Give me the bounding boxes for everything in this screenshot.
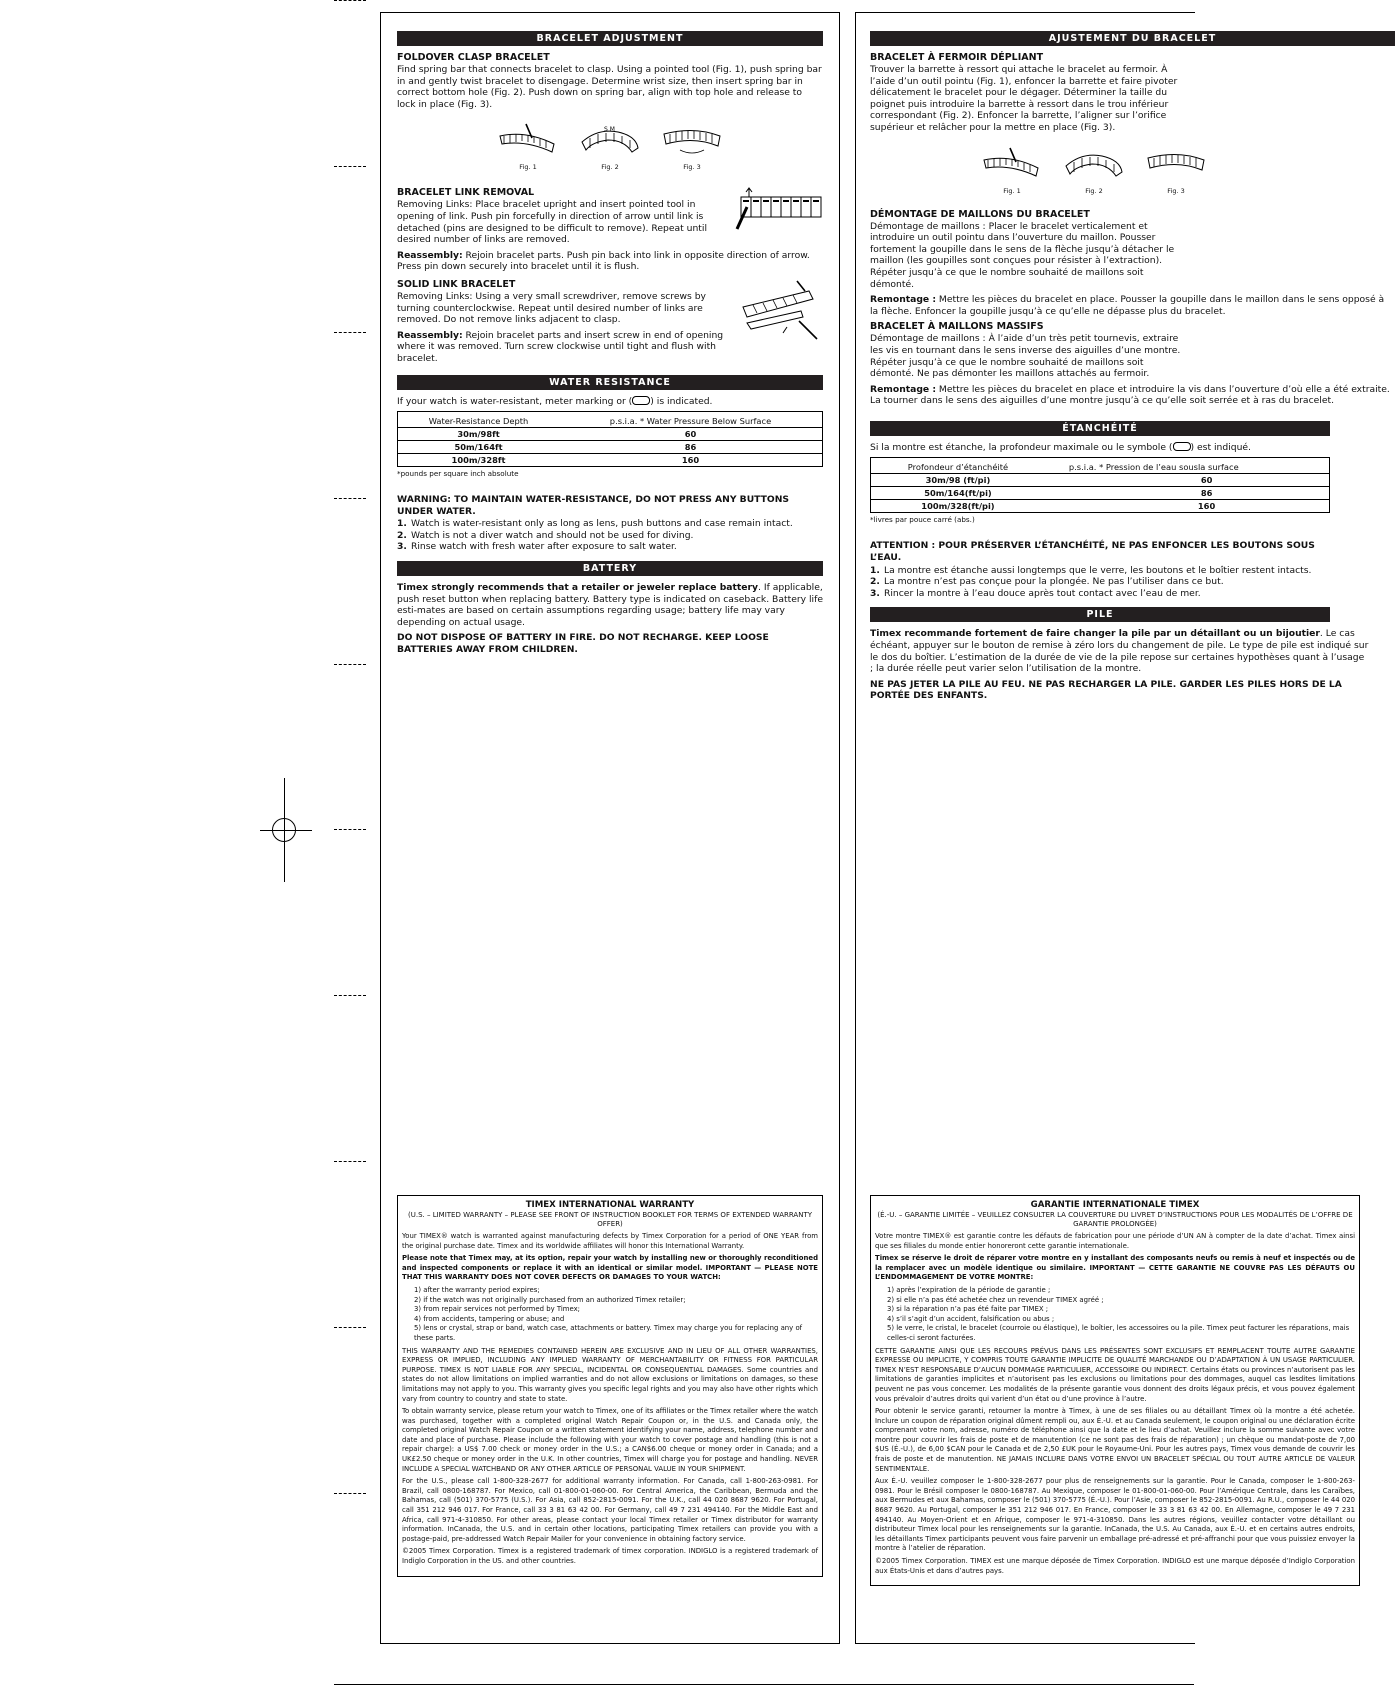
warranty-paragraph: To obtain warranty service, please return your watch to Timex, one of its affiliates or the Timex retailer where the watch was purchased, together with a completed original Watch Repair Coupon or, in the U.S. and Canada only, the completed original Watch Repair Coupon or a written statement identifying your name, address, telephone number and date and place of purchase. Please include the following with your watch to cover postage and handling (this is not a repair charge): a US$ 7.00 check or money order in the U.S.; a CAN$6.00 cheque or money order in Canada; and a UK£2.50 cheque or money order in the U.K. In other countries, Timex will charge you for postage and handling. NEVER INCLUDE A SPECIAL WATCHBAND OR ANY OTHER ARTICLE OF PERSONAL VALUE IN YOUR SHIPMENT. xyxy=(402,1407,818,1473)
pressure-cell: 86 xyxy=(1045,487,1330,500)
list-item: 3) from repair services not performed by Timex; xyxy=(414,1305,580,1314)
pressure-cell: 86 xyxy=(559,441,823,454)
warranty-paragraph: Please note that Timex may, at its option, repair your watch by installing new or thoroughly reconditioned and inspected components or replace it with an identical or similar model. IMPORTANT — PLEASE NOTE THAT THIS WARRANTY DOES NOT COVER DEFECTS OR DAMAGES TO YOUR WATCH: xyxy=(402,1254,818,1282)
warranty-paragraph: Your TIMEX® watch is warranted against manufacturing defects by Timex Corporation for a period of ONE YEAR from the original purchase date. Timex and its worldwide affiliates will honor this International Warranty. xyxy=(402,1232,818,1250)
warranty-title: GARANTIE INTERNATIONALE TIMEX xyxy=(1030,1200,1200,1210)
battery-lead: Timex recommande fortement de faire changer la pile par un détaillant ou un bijoutier xyxy=(870,628,1320,640)
table-row xyxy=(871,487,1330,500)
trim-mark xyxy=(334,332,366,333)
list-item xyxy=(397,518,823,530)
water-intro xyxy=(870,442,1395,454)
water-intro-start: Si la montre est étanche, la profondeur maximale ou le symbole ( xyxy=(870,441,1173,453)
list-item xyxy=(397,541,823,553)
battery-body: . Le cas échéant, appuyer sur le bouton de remise à zéro lors du changement de pile. Le type de pile est indiqué sur le dos du boîtier. L’estimation de la durée de vie de la pile repose sur certaines hypothèses quant à l’usage ; la durée réelle peut varier selon l’utilisation de la montre. xyxy=(870,628,1369,675)
solid-link-section xyxy=(870,321,1188,379)
warranty-subtitle: (É.-U. – GARANTIE LIMITÉE – VEUILLEZ CONSULTER LA COUVERTURE DU LIVRET D’INSTRUCTIONS POUR LES MODALITÉS DE L’OFFRE DE GARANTIE PROLONGÉE) xyxy=(877,1211,1353,1228)
foldover-clasp-text: Trouver la barrette à ressort qui attache le bracelet au fermoir. À l’aide d’un outil pointu (Fig. 1), enfoncer la barrette et faire pivoter délicatement le bracelet pour le dégager. Déterminer la taille du poignet puis introduire la barrette à ressort dans le trou inférieur correspondant (Fig. 2). Enfoncer la barrette, l’aligner sur l’orifice supérieur et relâcher pour la mettre en place (Fig. 3). xyxy=(870,64,1178,133)
warranty-copyright: ©2005 Timex Corporation. TIMEX est une marque déposée de Timex Corporation. INDIGLO est une marque déposée d’Indiglo Corporation aux États-Unis et dans d’autres pays. xyxy=(875,1557,1355,1575)
list-item xyxy=(397,530,823,542)
depth-cell: 100m/328(ft/pi) xyxy=(921,501,995,512)
list-number: 2. xyxy=(870,576,880,588)
trim-mark xyxy=(334,1327,366,1328)
list-text: Watch is water-resistant only as long as lens, push buttons and case remain intact. xyxy=(411,518,793,530)
link-removal-illustration-icon xyxy=(735,185,823,233)
water-intro-end: ) is indicated. xyxy=(650,395,713,407)
solid-reassembly-label: Remontage : xyxy=(870,383,937,395)
list-text: La montre est étanche aussi longtemps que le verre, les boutons et le boîtier restent intacts. xyxy=(884,564,1312,576)
solid-reassembly-paragraph xyxy=(870,384,1390,407)
solid-link-title: BRACELET À MAILLONS MASSIFS xyxy=(870,321,1044,333)
list-item: 5) lens or crystal, strap or band, watch case, attachments or battery. Timex may charge you for replacing any of these parts. xyxy=(414,1324,803,1342)
table-row xyxy=(871,474,1330,487)
table-header-depth: Water-Resistance Depth xyxy=(398,412,560,428)
list-item: 3) si la réparation n’a pas été faite par TIMEX ; xyxy=(887,1305,1049,1314)
list-item: 5) le verre, le cristal, le bracelet (courroie ou élastique), le boîtier, les accessoires ou la pile. Timex peut facturer les réparations, mais celles-ci seront facturées. xyxy=(887,1324,1350,1342)
reassembly-label: Remontage : xyxy=(870,294,937,306)
reassembly-paragraph xyxy=(397,250,823,273)
bracelet-clasp-illustration-icon xyxy=(660,122,724,162)
water-warning: WARNING: TO MAINTAIN WATER-RESISTANCE, DO NOT PRESS ANY BUTTONS UNDER WATER. xyxy=(397,494,790,517)
link-removal-section xyxy=(397,185,823,249)
figure-1 xyxy=(496,122,560,171)
water-resistance-table xyxy=(870,457,1330,513)
english-panel xyxy=(380,12,840,1644)
trim-mark xyxy=(334,1493,366,1494)
water-resistance-header: WATER RESISTANCE xyxy=(397,375,823,390)
water-resistance-table xyxy=(397,411,823,467)
warranty-box xyxy=(870,1195,1360,1586)
warranty-title: TIMEX INTERNATIONAL WARRANTY xyxy=(525,1200,695,1210)
depth-cell: 100m/328ft xyxy=(451,455,506,466)
list-number: 3. xyxy=(870,587,880,599)
trim-mark xyxy=(334,664,366,665)
bracelet-clasp-illustration-icon xyxy=(578,122,642,162)
list-number: 1. xyxy=(870,564,880,576)
reassembly-label: Reassembly: xyxy=(397,249,463,261)
list-text: Rinse watch with fresh water after exposure to salt water. xyxy=(411,541,677,553)
bracelet-clasp-illustration-icon xyxy=(1062,146,1126,186)
pressure-cell: 60 xyxy=(1045,474,1330,487)
warranty-paragraph: For the U.S., please call 1-800-328-2677 for additional warranty information. For Canada, call 1-800-263-0981. For Brazil, call 0800-168787. For Mexico, call 01-800-01-060-00. For Central America, the Caribbean, Bermuda and the Bahamas, call (501) 370-5775 (U.S.). For Asia, call 852-2815-0091. For the U.K., call 44 020 8687 9620. For Portugal, call 351 212 946 017. For France, call 33 3 81 63 42 00. For Germany, call 49 7 231 494140. For the Middle East and Africa, call 971-4-310850. For other areas, please contact your local Timex retailer or Timex distributor for warranty information. InCanada, the U.S. and in certain other locations, participating Timex retailers can provide you with a postage-paid, pre-addressed Watch Repair Mailer for your convenience in obtaining factory service. xyxy=(402,1477,818,1543)
figure-2 xyxy=(1062,146,1126,195)
list-item: 1) after the warranty period expires; xyxy=(414,1285,540,1294)
depth-cell: 50m/164(ft/pi) xyxy=(871,487,1045,500)
link-removal-title: BRACELET LINK REMOVAL xyxy=(397,187,535,199)
list-number: 1. xyxy=(397,518,407,530)
solid-reassembly-paragraph xyxy=(397,330,733,365)
bracelet-clasp-illustration-icon xyxy=(496,122,560,162)
trim-mark xyxy=(334,498,366,499)
solid-reassembly-label: Reassembly: xyxy=(397,329,463,341)
figure-3-caption: Fig. 3 xyxy=(683,163,701,172)
french-panel xyxy=(855,12,1390,1644)
list-number: 2. xyxy=(397,529,407,541)
figure-3 xyxy=(660,122,724,171)
water-resistant-icon xyxy=(632,396,650,405)
bracelet-figures xyxy=(397,122,823,171)
table-row xyxy=(398,454,823,467)
list-text: Watch is not a diver watch and should not be used for diving. xyxy=(411,529,694,541)
warranty-paragraph: Votre montre TIMEX® est garantie contre les défauts de fabrication pour une période d’UN AN à compter de la date d’achat. Timex ainsi que ses filiales du monde entier honoreront cette garantie internationale. xyxy=(875,1232,1355,1250)
figure-3 xyxy=(1144,146,1208,195)
list-item: 2) si elle n’a pas été achetée chez un revendeur TIMEX agréé ; xyxy=(887,1295,1104,1304)
water-resistant-icon xyxy=(1173,442,1191,451)
link-removal-text: Removing Links: Place bracelet upright and insert pointed tool in opening of link. Push pin forcefully in direction of arrow until link is detached (pins are designed to be difficult to remove). Repeat until desired number of links are removed. xyxy=(397,199,707,246)
trim-mark xyxy=(334,995,366,996)
bracelet-clasp-illustration-icon xyxy=(1144,146,1208,186)
warranty-paragraph: Pour obtenir le service garanti, retourner la montre à Timex, à une de ses filiales ou au détaillant Timex où la montre a été achetée. Inclure un coupon de réparation original dûment rempli ou, aux É.-U. et au Canada seulement, le coupon original ou une déclaration écrite comprenant votre nom, adresse, numéro de téléphone ainsi que la date et le lieu d’achat. Veuillez inclure la somme suivante avec votre montre pour couvrir les frais de poste et de manutention (ce ne sont pas des frais de réparation) ; un chèque ou mandat-poste de 7,00 $US (É.-U.), de 6,00 $CAN pour le Canada et de 2,50 £UK pour le Royaume-Uni. Pour les autres pays, Timex vous demande de couvrir les frais de poste et de manutention. NE JAMAIS INCLURE DANS VOTRE ENVOI UN BRACELET SPÉCIAL OU TOUT AUTRE ARTICLE DE VALEUR SENTIMENTALE. xyxy=(875,1407,1355,1473)
pressure-cell: 160 xyxy=(681,455,700,466)
list-item xyxy=(870,576,1395,588)
foldover-clasp-text: Find spring bar that connects bracelet to clasp. Using a pointed tool (Fig. 1), push spring bar in and gently twist bracelet to disengage. Determine wrist size, then insert spring bar in correct bottom hole (Fig. 2). Push down on spring bar, align with top hole and release to lock in place (Fig. 3). xyxy=(397,64,822,110)
depth-cell: 30m/98ft xyxy=(398,428,560,441)
warranty-box xyxy=(397,1195,823,1577)
battery-body: . If applicable, push reset button when replacing battery. Battery type is indicated on caseback. Battery life esti-mates are based on certain assumptions regarding usage; battery life may vary depending on actual usage. xyxy=(397,582,823,628)
battery-warning: NE PAS JETER LA PILE AU FEU. NE PAS RECHARGER LA PILE. GARDER LES PILES HORS DE LA PORTÉE DES ENFANTS. xyxy=(870,678,1342,702)
figure-1-caption: Fig. 1 xyxy=(519,163,537,172)
solid-link-title: SOLID LINK BRACELET xyxy=(397,278,516,290)
warranty-paragraph: THIS WARRANTY AND THE REMEDIES CONTAINED HEREIN ARE EXCLUSIVE AND IN LIEU OF ALL OTHER WARRANTIES, EXPRESS OR IMPLIED, INCLUDING ANY IMPLIED WARRANTY OF MERCHANTABILITY OR FITNESS FOR PARTICULAR PURPOSE. TIMEX IS NOT LIABLE FOR ANY SPECIAL, INCIDENTAL OR CONSEQUENTIAL DAMAGES. Some countries and states do not allow limitations on implied warranties and do not allow exclusions or limitations on damages, so these limitations may not apply to you. This warranty gives you specific legal rights and you may also have other rights which vary from country to country and state to state. xyxy=(402,1346,818,1403)
list-item xyxy=(870,565,1395,577)
table-header-pressure: p.s.i.a. * Pression de l’eau sousla surface xyxy=(1045,458,1330,474)
french-content xyxy=(870,31,1395,706)
battery-header: PILE xyxy=(870,607,1330,622)
figure-3-caption: Fig. 3 xyxy=(1167,186,1185,195)
list-item: 2) if the watch was not originally purchased from an authorized Timex retailer; xyxy=(414,1295,686,1304)
battery-text xyxy=(397,582,823,628)
figure-2-caption: Fig. 2 xyxy=(601,163,619,172)
water-intro-start: If your watch is water-resistant, meter marking or ( xyxy=(397,395,633,407)
reassembly-paragraph xyxy=(870,294,1390,317)
link-removal-section xyxy=(870,209,1188,291)
link-removal-text: Démontage de maillons : Placer le bracelet verticalement et introduire un outil pointu dans l’ouverture du maillon. Pousser fortement la goupille dans le sens de la flèche jusqu’à détacher le maillon (les goupilles sont conçues pour résister à l’extraction). Répéter jusqu’à ce que le nombre souhaité de maillons soit démonté. xyxy=(870,220,1175,290)
list-item: 1) après l’expiration de la période de garantie ; xyxy=(887,1285,1051,1294)
bracelet-clasp-illustration-icon xyxy=(980,146,1044,186)
figure-1-caption: Fig. 1 xyxy=(1003,186,1021,195)
english-content xyxy=(397,31,823,660)
water-warning: ATTENTION : POUR PRÉSERVER L’ÉTANCHÉITÉ, NE PAS ENFONCER LES BOUTONS SOUS L’EAU. xyxy=(870,540,1315,564)
figure-2 xyxy=(578,122,642,171)
battery-warning: DO NOT DISPOSE OF BATTERY IN FIRE. DO NOT RECHARGE. KEEP LOOSE BATTERIES AWAY FROM CHILDREN. xyxy=(397,632,769,656)
warranty-copyright: ©2005 Timex Corporation. Timex is a registered trademark of timex corporation. INDIGLO is a registered trademark of Indiglo Corporation in the US. and other countries. xyxy=(402,1547,818,1565)
foldover-clasp-title: BRACELET À FERMOIR DÉPLIANT xyxy=(870,52,1044,63)
trim-mark xyxy=(334,166,366,167)
table-header-depth: Profondeur d’étanchéité xyxy=(871,458,1045,474)
list-number: 3. xyxy=(397,541,407,553)
list-item: 4) s’il s’agit d’un accident, falsification ou abus ; xyxy=(887,1314,1055,1323)
link-removal-title: DÉMONTAGE DE MAILLONS DU BRACELET xyxy=(870,208,1090,220)
table-footnote: *livres par pouce carré (abs.) xyxy=(870,515,975,525)
trim-mark xyxy=(334,0,366,1)
list-text: Rincer la montre à l’eau douce après tout contact avec l’eau de mer. xyxy=(884,587,1201,599)
table-row xyxy=(398,428,823,441)
foldover-clasp-title: FOLDOVER CLASP BRACELET xyxy=(397,52,550,63)
bracelet-adjustment-header: BRACELET ADJUSTMENT xyxy=(397,31,823,46)
battery-text xyxy=(870,628,1370,674)
registration-mark-circle xyxy=(272,818,296,842)
water-resistance-header: ÉTANCHÉITÉ xyxy=(870,421,1330,436)
table-row xyxy=(871,500,1330,513)
list-text: La montre n’est pas conçue pour la plongée. Ne pas l’utiliser dans ce but. xyxy=(884,576,1224,588)
warranty-paragraph: Aux É.-U. veuillez composer le 1-800-328-2677 pour plus de renseignements sur la garantie. Pour le Canada, composer le 1-800-263-0981. Pour le Brésil composer le 0800-168787. Au Mexique, composer le 01-800-01-060-00. Pour l’Amérique Centrale, dans les Caraïbes, aux Bermudes et aux Bahamas, composer le (501) 370-5775 (É.-U.). Pour l’Asie, composer le 852-2815-0091. Au R.U., composer le 44 020 8687 9620. Au Portugal, composer le 351 212 946 017. En France, composer le 33 3 81 63 42 00. En Allemagne, composer le 49 7 231 494140. Au Moyen-Orient et en Afrique, composer le 971-4-310850. Dans les autres régions, veuillez contacter votre détaillant ou distributeur Timex local pour les renseignements sur la garantie. InCanada, the U.S. Au Canada, aux É.-U. et en certains autres endroits, les détaillants Timex participants peuvent vous faire parvenir un emballage pré-adressé et pré-affranchi pour que vous puissiez envoyer la montre à l’atelier de réparation. xyxy=(875,1477,1355,1553)
reassembly-text: Mettre les pièces du bracelet en place. Pousser la goupille dans le maillon dans le sens opposé à la flèche. Enfoncer la goupille jusqu’à ce qu’elle ne dépasse plus du bracelet. xyxy=(870,294,1385,317)
solid-link-text: Removing Links: Using a very small screwdriver, remove screws by turning counterclockwise. Repeat until desired number of links are removed. Do not remove links adjacent to clasp. xyxy=(397,290,706,326)
trim-mark xyxy=(334,829,366,830)
water-intro-end: ) est indiqué. xyxy=(1190,441,1251,453)
solid-link-text: Démontage de maillons : À l’aide d’un très petit tournevis, extraire les vis en tournant dans le sens inverse des aiguilles d’une montre. Répéter jusqu’à ce que le nombre souhaité de maillons soit démonté. Ne pas démonter les maillons attachés au fermoir. xyxy=(870,333,1181,380)
depth-cell: 50m/164ft xyxy=(398,441,560,454)
reassembly-text: Rejoin bracelet parts. Push pin back into link in opposite direction of arrow. Press pin down securely into bracelet until it is flush. xyxy=(397,249,810,273)
warranty-paragraph: Timex se réserve le droit de réparer votre montre en y installant des composants neufs ou remis à neuf et inspectés ou de la remplacer avec un modèle identique ou similaire. IMPORTANT — CETTE GARANTIE NE COUVRE PAS LES DÉFAUTS OU L’ENDOMMAGEMENT DE VOTRE MONTRE: xyxy=(875,1254,1355,1282)
warranty-paragraph: CETTE GARANTIE AINSI QUE LES RECOURS PRÉVUS DANS LES PRÉSENTES SONT EXCLUSIFS ET REMPLACENT TOUTE AUTRE GARANTIE EXPRESSE OU IMPLICITE, Y COMPRIS TOUTE GARANTIE IMPLICITE DE QUALITÉ MARCHANDE OU D’ADAPTATION À UN USAGE PARTICULIER. TIMEX N’EST RESPONSABLE D’AUCUN DOMMAGE PARTICULIER, ACCESSOIRE OU INDIRECT. Certains états ou provinces n’autorisent pas les limitations de garanties implicites et n’autorisent pas les exclusions ou limitations pour des dommages, auquel cas lesdites limitations peuvent ne pas vous concerner. Les modalités de la présente garantie vous donnent des droits légaux précis, et vous pouvez également vous prévaloir d’autres droits qui varient d’un état ou d’une province à l’autre. xyxy=(875,1346,1356,1403)
solid-link-section xyxy=(397,277,823,369)
trim-mark xyxy=(334,1161,366,1162)
pressure-cell: 60 xyxy=(559,428,823,441)
screwdriver-illustration-icon xyxy=(739,277,823,343)
solid-reassembly-text: Rejoin bracelet parts and insert screw in end of opening where it was removed. Turn screw clockwise until tight and flush with bracelet. xyxy=(397,329,724,364)
bracelet-adjustment-header: AJUSTEMENT DU BRACELET xyxy=(870,31,1395,46)
battery-lead: Timex strongly recommends that a retailer or jeweler replace battery xyxy=(397,582,759,594)
pressure-cell: 160 xyxy=(1197,501,1216,512)
battery-header: BATTERY xyxy=(397,561,823,576)
list-item: 4) from accidents, tampering or abuse; and xyxy=(414,1314,565,1323)
figure-2-caption: Fig. 2 xyxy=(1085,186,1103,195)
warranty-subtitle: (U.S. – LIMITED WARRANTY – PLEASE SEE FRONT OF INSTRUCTION BOOKLET FOR TERMS OF EXTENDED WARRANTY OFFER) xyxy=(408,1211,812,1228)
svg-text:S M: S M xyxy=(604,126,615,134)
table-header-pressure: p.s.i.a. * Water Pressure Below Surface xyxy=(559,412,823,428)
water-intro xyxy=(397,396,823,408)
table-footnote: *pounds per square inch absolute xyxy=(397,469,519,479)
list-item xyxy=(870,588,1395,600)
figure-1 xyxy=(980,146,1044,195)
depth-cell: 30m/98 (ft/pi) xyxy=(871,474,1045,487)
table-row xyxy=(398,441,823,454)
solid-reassembly-text: Mettre les pièces du bracelet en place et introduire la vis dans l’ouverture d’où elle a été extraite. La tourner dans le sens des aiguilles d’une montre jusqu’à ce qu’elle soit serrée et à ras du bracelet. xyxy=(870,383,1390,407)
bracelet-figures xyxy=(980,146,1395,195)
